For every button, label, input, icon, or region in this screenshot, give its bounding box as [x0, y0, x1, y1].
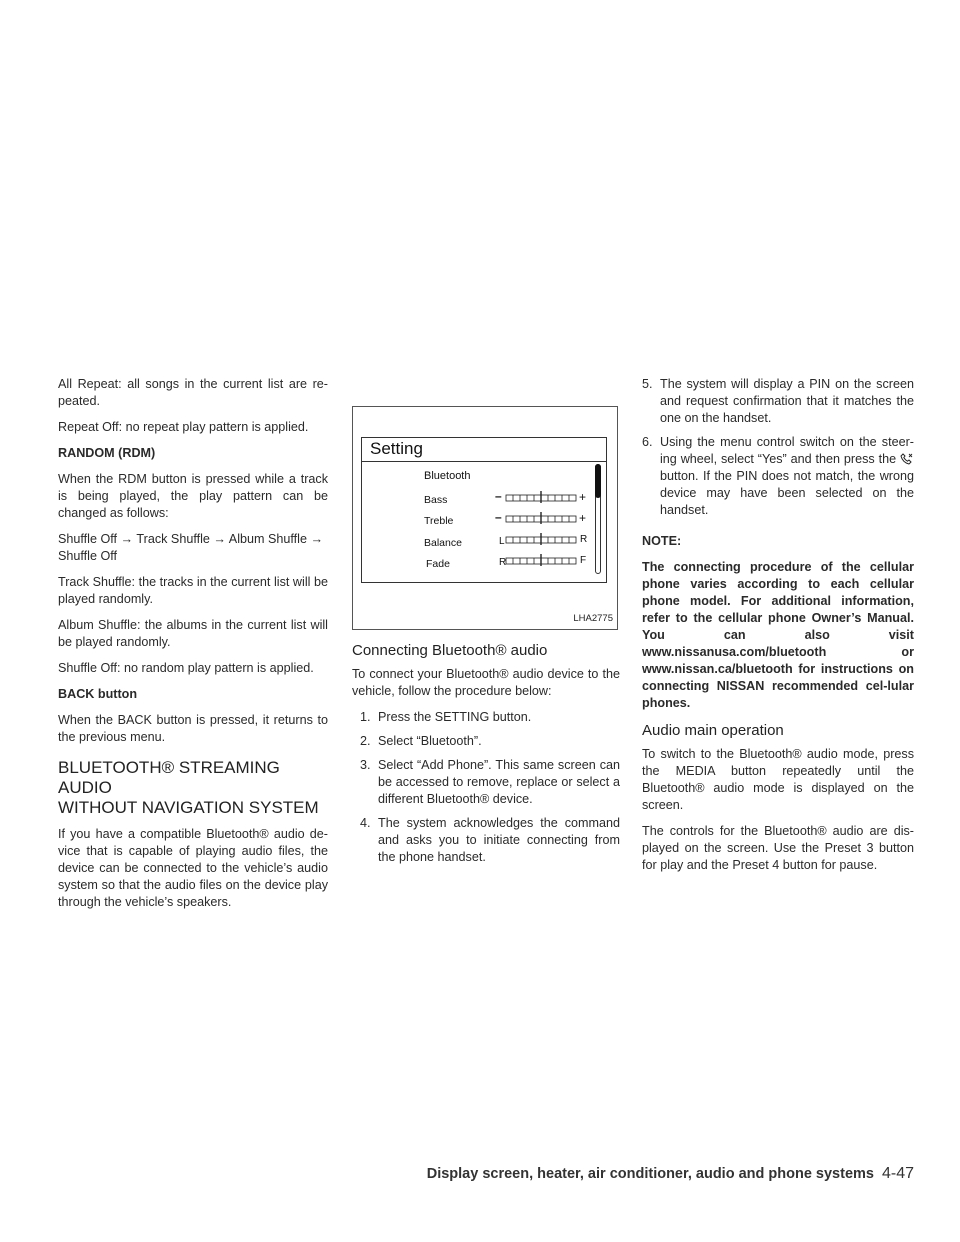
display-screen: [361, 437, 607, 583]
step-text: The system acknowledges the command and asks you to initiate connecting from the phone handset.: [378, 816, 620, 864]
audio-main-heading: Audio main operation: [642, 722, 784, 739]
row-label-bass: Bass: [424, 494, 448, 506]
all-repeat-text: All Repeat: all songs in the current list are re-peated.: [58, 377, 328, 408]
phone-handset-icon: [900, 453, 914, 465]
step-3: [352, 757, 620, 808]
row-label-fade: Fade: [426, 558, 450, 570]
row-right-bass: +: [579, 490, 587, 504]
step-number: 5.: [642, 377, 653, 391]
track-shuffle-text: Track Shuffle: the tracks in the current list will be played randomly.: [58, 575, 328, 606]
step-text: Using the menu control switch on the steer-ing wheel, select “Yes” and then press the: [660, 435, 914, 466]
page-footer: [427, 1165, 914, 1183]
audio-main-text-1: To switch to the Bluetooth® audio mode, press the MEDIA button repeatedly until the Bluetooth® audio mode is displayed on the screen.: [642, 747, 914, 812]
level-bar-treble: [506, 512, 576, 524]
step-text: Press the SETTING button.: [378, 710, 532, 724]
section-title: [58, 758, 328, 818]
random-heading: RANDOM (RDM): [58, 446, 156, 460]
row-left-treble: –: [495, 510, 502, 524]
step-text: Select “Bluetooth”.: [378, 734, 482, 748]
section-title-line2: WITHOUT NAVIGATION SYSTEM: [58, 798, 319, 817]
step-number: 3.: [360, 758, 371, 772]
section-title-line1: BLUETOOTH® STREAMING AUDIO: [58, 758, 280, 797]
step-1: [352, 709, 620, 726]
step-6: [642, 434, 914, 519]
row-left-bass: –: [495, 489, 502, 503]
step-4: [352, 815, 620, 866]
menu-heading: Bluetooth: [424, 470, 471, 482]
connecting-heading: Connecting Bluetooth® audio: [352, 642, 548, 659]
column-right: [642, 376, 914, 883]
level-bar-bass: [506, 491, 576, 503]
row-label-balance: Balance: [424, 537, 462, 549]
row-left-balance: L: [499, 536, 505, 547]
back-button-text: When the BACK button is pressed, it returns to the previous menu.: [58, 713, 328, 744]
shuffle-sequence: Shuffle Off → Track Shuffle → Album Shuffle → Shuffle Off: [58, 532, 324, 563]
level-bar-fade: [506, 554, 576, 566]
connecting-intro: To connect your Bluetooth® audio device to the vehicle, follow the procedure below:: [352, 667, 620, 698]
step-number: 1.: [360, 710, 371, 724]
step-5: [642, 376, 914, 427]
step-2: [352, 733, 620, 750]
connecting-steps: [352, 709, 620, 866]
audio-main-text-2: The controls for the Bluetooth® audio are dis-played on the screen. Use the Preset 3 button for play and the Preset 4 button for pause.: [642, 824, 914, 872]
level-bars: [362, 438, 608, 584]
note-text: The connecting procedure of the cellular phone varies according to each cellular phone model. For additional information, refer to the cellular phone Owner’s Manual. You can also visit www.nissanusa.com/bluetooth or www.nissan.ca/bluetooth for instructions on connecting NISSAN recommended cel-lular phones.: [642, 560, 914, 710]
row-right-fade: F: [580, 555, 587, 566]
row-right-treble: +: [579, 511, 587, 525]
step-text: The system will display a PIN on the screen and request confirmation that it matches the one on the handset.: [660, 377, 914, 425]
repeat-off-text: Repeat Off: no repeat play pattern is applied.: [58, 420, 309, 434]
bluetooth-intro-text: If you have a compatible Bluetooth® audio de-vice that is capable of playing audio files, the device can be connected to the vehicle’s audio system so that the audio files on the device play through the vehicle’s speakers.: [58, 827, 328, 909]
scrollbar-thumb: [595, 464, 601, 498]
column-left: [58, 376, 328, 920]
column-middle: [352, 376, 620, 873]
shuffle-off-text: Shuffle Off: no random play pattern is applied.: [58, 661, 314, 675]
step-number: 4.: [360, 816, 371, 830]
step-text: Select “Add Phone”. This same screen can be accessed to remove, replace or select a different Bluetooth® device.: [378, 758, 620, 806]
step-text: button. If the PIN does not match, the wrong device may have been selected on the handset.: [660, 469, 914, 517]
step-number: 6.: [642, 435, 653, 449]
figure-code: LHA2775: [573, 613, 613, 624]
step-number: 2.: [360, 734, 371, 748]
level-bar-balance: [506, 533, 576, 545]
row-label-treble: Treble: [424, 515, 454, 527]
row-left-fade: R: [499, 557, 507, 568]
footer-section-title: Display screen, heater, air conditioner, audio and phone systems: [426, 1166, 874, 1182]
note-label: NOTE:: [642, 534, 682, 548]
row-right-balance: R: [580, 534, 588, 545]
rdm-description: When the RDM button is pressed while a track is being played, the play pattern can be changed as follows:: [58, 472, 328, 520]
connecting-steps-continued: [642, 376, 914, 519]
screen-title: Setting: [370, 439, 423, 458]
setting-screen-figure: [352, 406, 618, 630]
album-shuffle-text: Album Shuffle: the albums in the current list will be played randomly.: [58, 618, 328, 649]
back-button-heading: BACK button: [58, 687, 138, 701]
page-number: 4-47: [881, 1165, 914, 1182]
